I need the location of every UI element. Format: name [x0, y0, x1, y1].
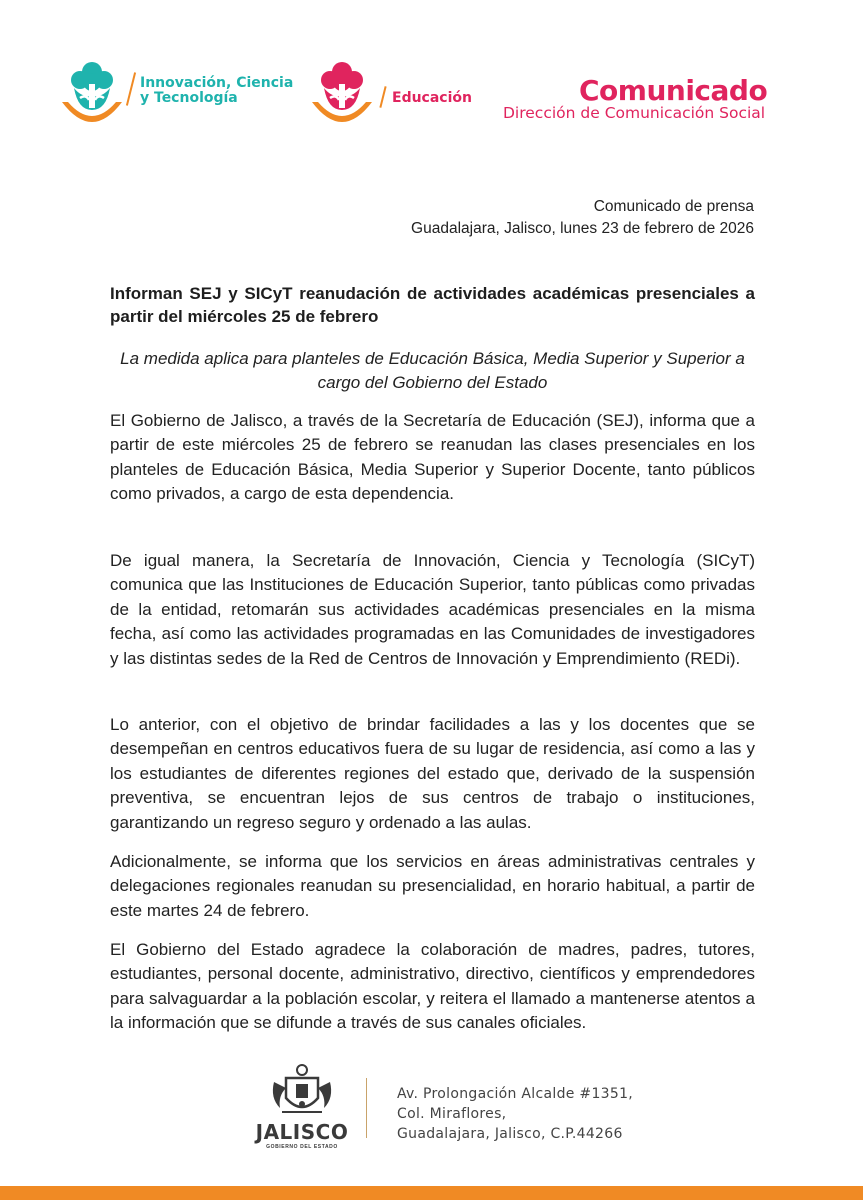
headline: Informan SEJ y SICyT reanudación de actividades académicas presenciales a partir del miércoles 25 de febrero	[110, 284, 755, 326]
address-block	[397, 1084, 633, 1144]
address-line: Col. Miraflores,	[397, 1106, 507, 1122]
body-paragraph: Lo anterior, con el objetivo de brindar facilidades a las y los docentes que se desempeñan en centros educativos fuera de su lugar de residencia, así como a las y los estudiantes de diferentes regiones del estado que, derivado de la suspensión preventiva, se encuentran lejos de sus centros de trabajo o instituciones, garantizando un regreso seguro y ordenado a las aulas.	[110, 715, 755, 832]
sicyt-label	[140, 76, 310, 106]
educacion-tree-logo-icon	[308, 58, 376, 135]
body-paragraph: Adicionalmente, se informa que los servicios en áreas administrativas centrales y delegaciones regionales reanudan su presencialidad, en horario habitual, a partir de este martes 24 de febrero.	[110, 852, 755, 920]
body-paragraph: De igual manera, la Secretaría de Innovación, Ciencia y Tecnología (SICyT) comunica que las Instituciones de Educación Superior, tanto públicas como privadas de la entidad, retomarán sus actividades académicas presenciales en la misma fecha, así como las actividades programadas en las Comunidades de investigadores y las distintas sedes de la Red de Centros de Innovación y Emprendimiento (REDi).	[110, 551, 755, 668]
footer-bar	[0, 1186, 863, 1200]
footer-divider	[366, 1078, 367, 1138]
dateline-type: Comunicado de prensa	[593, 198, 754, 215]
comunicado-subtitle: Dirección de Comunicación Social	[503, 104, 766, 122]
jalisco-seal-icon	[266, 1062, 338, 1125]
jalisco-wordmark: JALISCO	[255, 1120, 349, 1144]
dateline-place-date: Guadalajara, Jalisco, lunes 23 de febrero de 2026	[411, 220, 754, 237]
sicyt-divider	[126, 72, 136, 105]
sicyt-label-line1: Innovación, Ciencia	[140, 75, 294, 91]
body-paragraph: El Gobierno del Estado agradece la colaboración de madres, padres, tutores, estudiantes, personal docente, administrativo, directivo, científicos y emprendedores para salvaguardar a la población escolar, y reitera el llamado a mantenerse atentos a la información que se difunde a través de sus canales oficiales.	[110, 940, 755, 1033]
educacion-label: Educación	[392, 90, 472, 106]
comunicado-title: Comunicado	[579, 74, 768, 107]
address-line: Guadalajara, Jalisco, C.P.44266	[397, 1126, 623, 1142]
address-line: Av. Prolongación Alcalde #1351,	[397, 1086, 634, 1102]
educacion-divider	[379, 86, 386, 108]
jalisco-subtitle: GOBIERNO DEL ESTADO	[266, 1144, 338, 1150]
sicyt-label-line2: y Tecnología	[140, 90, 238, 106]
subheadline: La medida aplica para planteles de Educación Básica, Media Superior y Superior a cargo del Gobierno del Estado	[120, 349, 745, 392]
body-paragraph: El Gobierno de Jalisco, a través de la Secretaría de Educación (SEJ), informa que a partir de este miércoles 25 de febrero se reanudan las clases presenciales en los planteles de Educación Básica, Media Superior y Superior Docente, tanto públicos como privados, a cargo de esta dependencia.	[110, 411, 755, 504]
dateline	[411, 196, 754, 240]
sicyt-tree-logo-icon	[58, 58, 126, 135]
